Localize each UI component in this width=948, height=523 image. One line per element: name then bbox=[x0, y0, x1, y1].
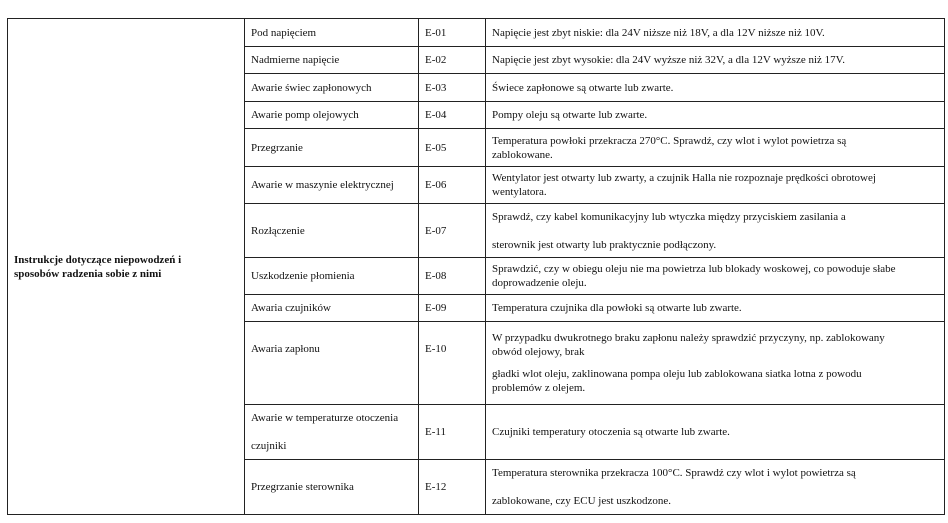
fault-desc: Temperatura sterownika przekracza 100°C. Sprawdź czy wlot i wylot powietrza są bbox=[492, 467, 856, 479]
section-title-line: sposobów radzenia sobie z nimi bbox=[14, 267, 162, 280]
fault-name-cell bbox=[245, 167, 419, 204]
fault-desc: wentylatora. bbox=[492, 186, 547, 198]
fault-desc-cell bbox=[486, 460, 945, 515]
fault-name: Awarie w maszynie elektrycznej bbox=[251, 179, 394, 191]
fault-desc-cell bbox=[486, 167, 945, 204]
fault-desc: Sprawdzić, czy w obiegu oleju nie ma powietrza lub blokady woskowej, co powoduje słabe bbox=[492, 263, 896, 275]
fault-name: Awarie pomp olejowych bbox=[251, 109, 359, 121]
fault-desc: zablokowane. bbox=[492, 148, 553, 161]
fault-desc: doprowadzenie oleju. bbox=[492, 277, 587, 289]
fault-name-cell bbox=[245, 295, 419, 322]
fault-code-cell bbox=[419, 405, 486, 460]
fault-desc: Sprawdź, czy kabel komunikacyjny lub wtyczka między przyciskiem zasilania a bbox=[492, 210, 846, 223]
fault-desc: gładki wlot oleju, zaklinowana pompa oleju lub zablokowana siatka lotna z powodu bbox=[492, 368, 862, 380]
fault-name: Awarie świec zapłonowych bbox=[251, 81, 372, 94]
fault-desc: Czujniki temperatury otoczenia są otwarte lub zwarte. bbox=[492, 426, 730, 438]
fault-name-cell bbox=[245, 102, 419, 129]
fault-name: Pod napięciem bbox=[251, 26, 317, 39]
fault-code-cell bbox=[419, 258, 486, 295]
fault-code-cell bbox=[419, 129, 486, 167]
fault-desc-cell bbox=[486, 322, 945, 405]
fault-name-cell bbox=[245, 74, 419, 102]
fault-code: E-12 bbox=[425, 481, 447, 493]
fault-code-cell bbox=[419, 322, 486, 405]
fault-desc: Świece zapłonowe są otwarte lub zwarte. bbox=[492, 81, 674, 94]
fault-name-cell bbox=[245, 460, 419, 515]
fault-code: E-10 bbox=[425, 343, 447, 355]
fault-code-cell bbox=[419, 204, 486, 258]
fault-desc: Pompy oleju są otwarte lub zwarte. bbox=[492, 109, 648, 121]
fault-desc-cell bbox=[486, 204, 945, 258]
fault-code: E-04 bbox=[425, 109, 447, 121]
fault-name-cell bbox=[245, 19, 419, 47]
fault-code: E-06 bbox=[425, 179, 447, 191]
fault-desc-cell bbox=[486, 405, 945, 460]
fault-name-cell bbox=[245, 204, 419, 258]
table-row bbox=[8, 19, 945, 47]
fault-table bbox=[7, 18, 945, 515]
fault-desc-cell bbox=[486, 102, 945, 129]
fault-name: Rozłączenie bbox=[251, 224, 305, 237]
fault-name: Nadmierne napięcie bbox=[251, 54, 340, 66]
fault-desc: W przypadku dwukrotnego braku zapłonu należy sprawdzić przyczyny, np. zablokowany bbox=[492, 332, 885, 344]
fault-code: E-02 bbox=[425, 54, 447, 66]
fault-desc-cell bbox=[486, 129, 945, 167]
fault-code: E-11 bbox=[425, 426, 446, 438]
fault-desc: Napięcie jest zbyt niskie: dla 24V niższe niż 18V, a dla 12V niższe niż 10V. bbox=[492, 26, 825, 39]
fault-name: Przegrzanie bbox=[251, 141, 303, 154]
section-title-cell bbox=[8, 19, 245, 515]
fault-code: E-09 bbox=[425, 302, 447, 314]
fault-code: E-03 bbox=[425, 81, 447, 94]
fault-name: Przegrzanie sterownika bbox=[251, 481, 354, 493]
fault-desc-cell bbox=[486, 19, 945, 47]
fault-code-cell bbox=[419, 167, 486, 204]
section-title-line: Instrukcje dotyczące niepowodzeń i bbox=[14, 253, 182, 266]
fault-desc-cell bbox=[486, 295, 945, 322]
fault-name: Uszkodzenie płomienia bbox=[251, 270, 355, 282]
fault-name-cell bbox=[245, 258, 419, 295]
fault-desc: Wentylator jest otwarty lub zwarty, a czujnik Halla nie rozpoznaje prędkości obrotowej bbox=[492, 172, 876, 184]
fault-desc: obwód olejowy, brak bbox=[492, 346, 585, 358]
fault-code: E-05 bbox=[425, 141, 447, 154]
fault-desc: Temperatura powłoki przekracza 270°C. Sprawdź, czy wlot i wylot powietrza są bbox=[492, 134, 847, 147]
fault-code: E-01 bbox=[425, 26, 447, 39]
fault-name: Awaria czujników bbox=[251, 302, 331, 314]
fault-desc: zablokowane, czy ECU jest uszkodzone. bbox=[492, 495, 671, 507]
fault-name-cell bbox=[245, 322, 419, 405]
fault-name-cell bbox=[245, 47, 419, 74]
fault-code-cell bbox=[419, 47, 486, 74]
fault-code-cell bbox=[419, 74, 486, 102]
fault-code: E-08 bbox=[425, 270, 447, 282]
fault-code: E-07 bbox=[425, 224, 447, 237]
fault-code-cell bbox=[419, 19, 486, 47]
fault-desc-cell bbox=[486, 74, 945, 102]
fault-name-cell bbox=[245, 129, 419, 167]
fault-desc: Temperatura czujnika dla powłoki są otwarte lub zwarte. bbox=[492, 302, 742, 314]
fault-code-cell bbox=[419, 295, 486, 322]
fault-name: Awaria zapłonu bbox=[251, 343, 320, 355]
fault-code-cell bbox=[419, 102, 486, 129]
fault-name: Awarie w temperaturze otoczenia bbox=[251, 412, 399, 424]
fault-code-cell bbox=[419, 460, 486, 515]
fault-name-cell bbox=[245, 405, 419, 460]
fault-name: czujniki bbox=[251, 440, 287, 452]
fault-desc-cell bbox=[486, 258, 945, 295]
fault-desc-cell bbox=[486, 47, 945, 74]
fault-desc: Napięcie jest zbyt wysokie: dla 24V wyższe niż 32V, a dla 12V wyższe niż 17V. bbox=[492, 54, 845, 66]
fault-desc: sterownik jest otwarty lub praktycznie podłączony. bbox=[492, 238, 717, 251]
fault-desc: problemów z olejem. bbox=[492, 382, 586, 394]
